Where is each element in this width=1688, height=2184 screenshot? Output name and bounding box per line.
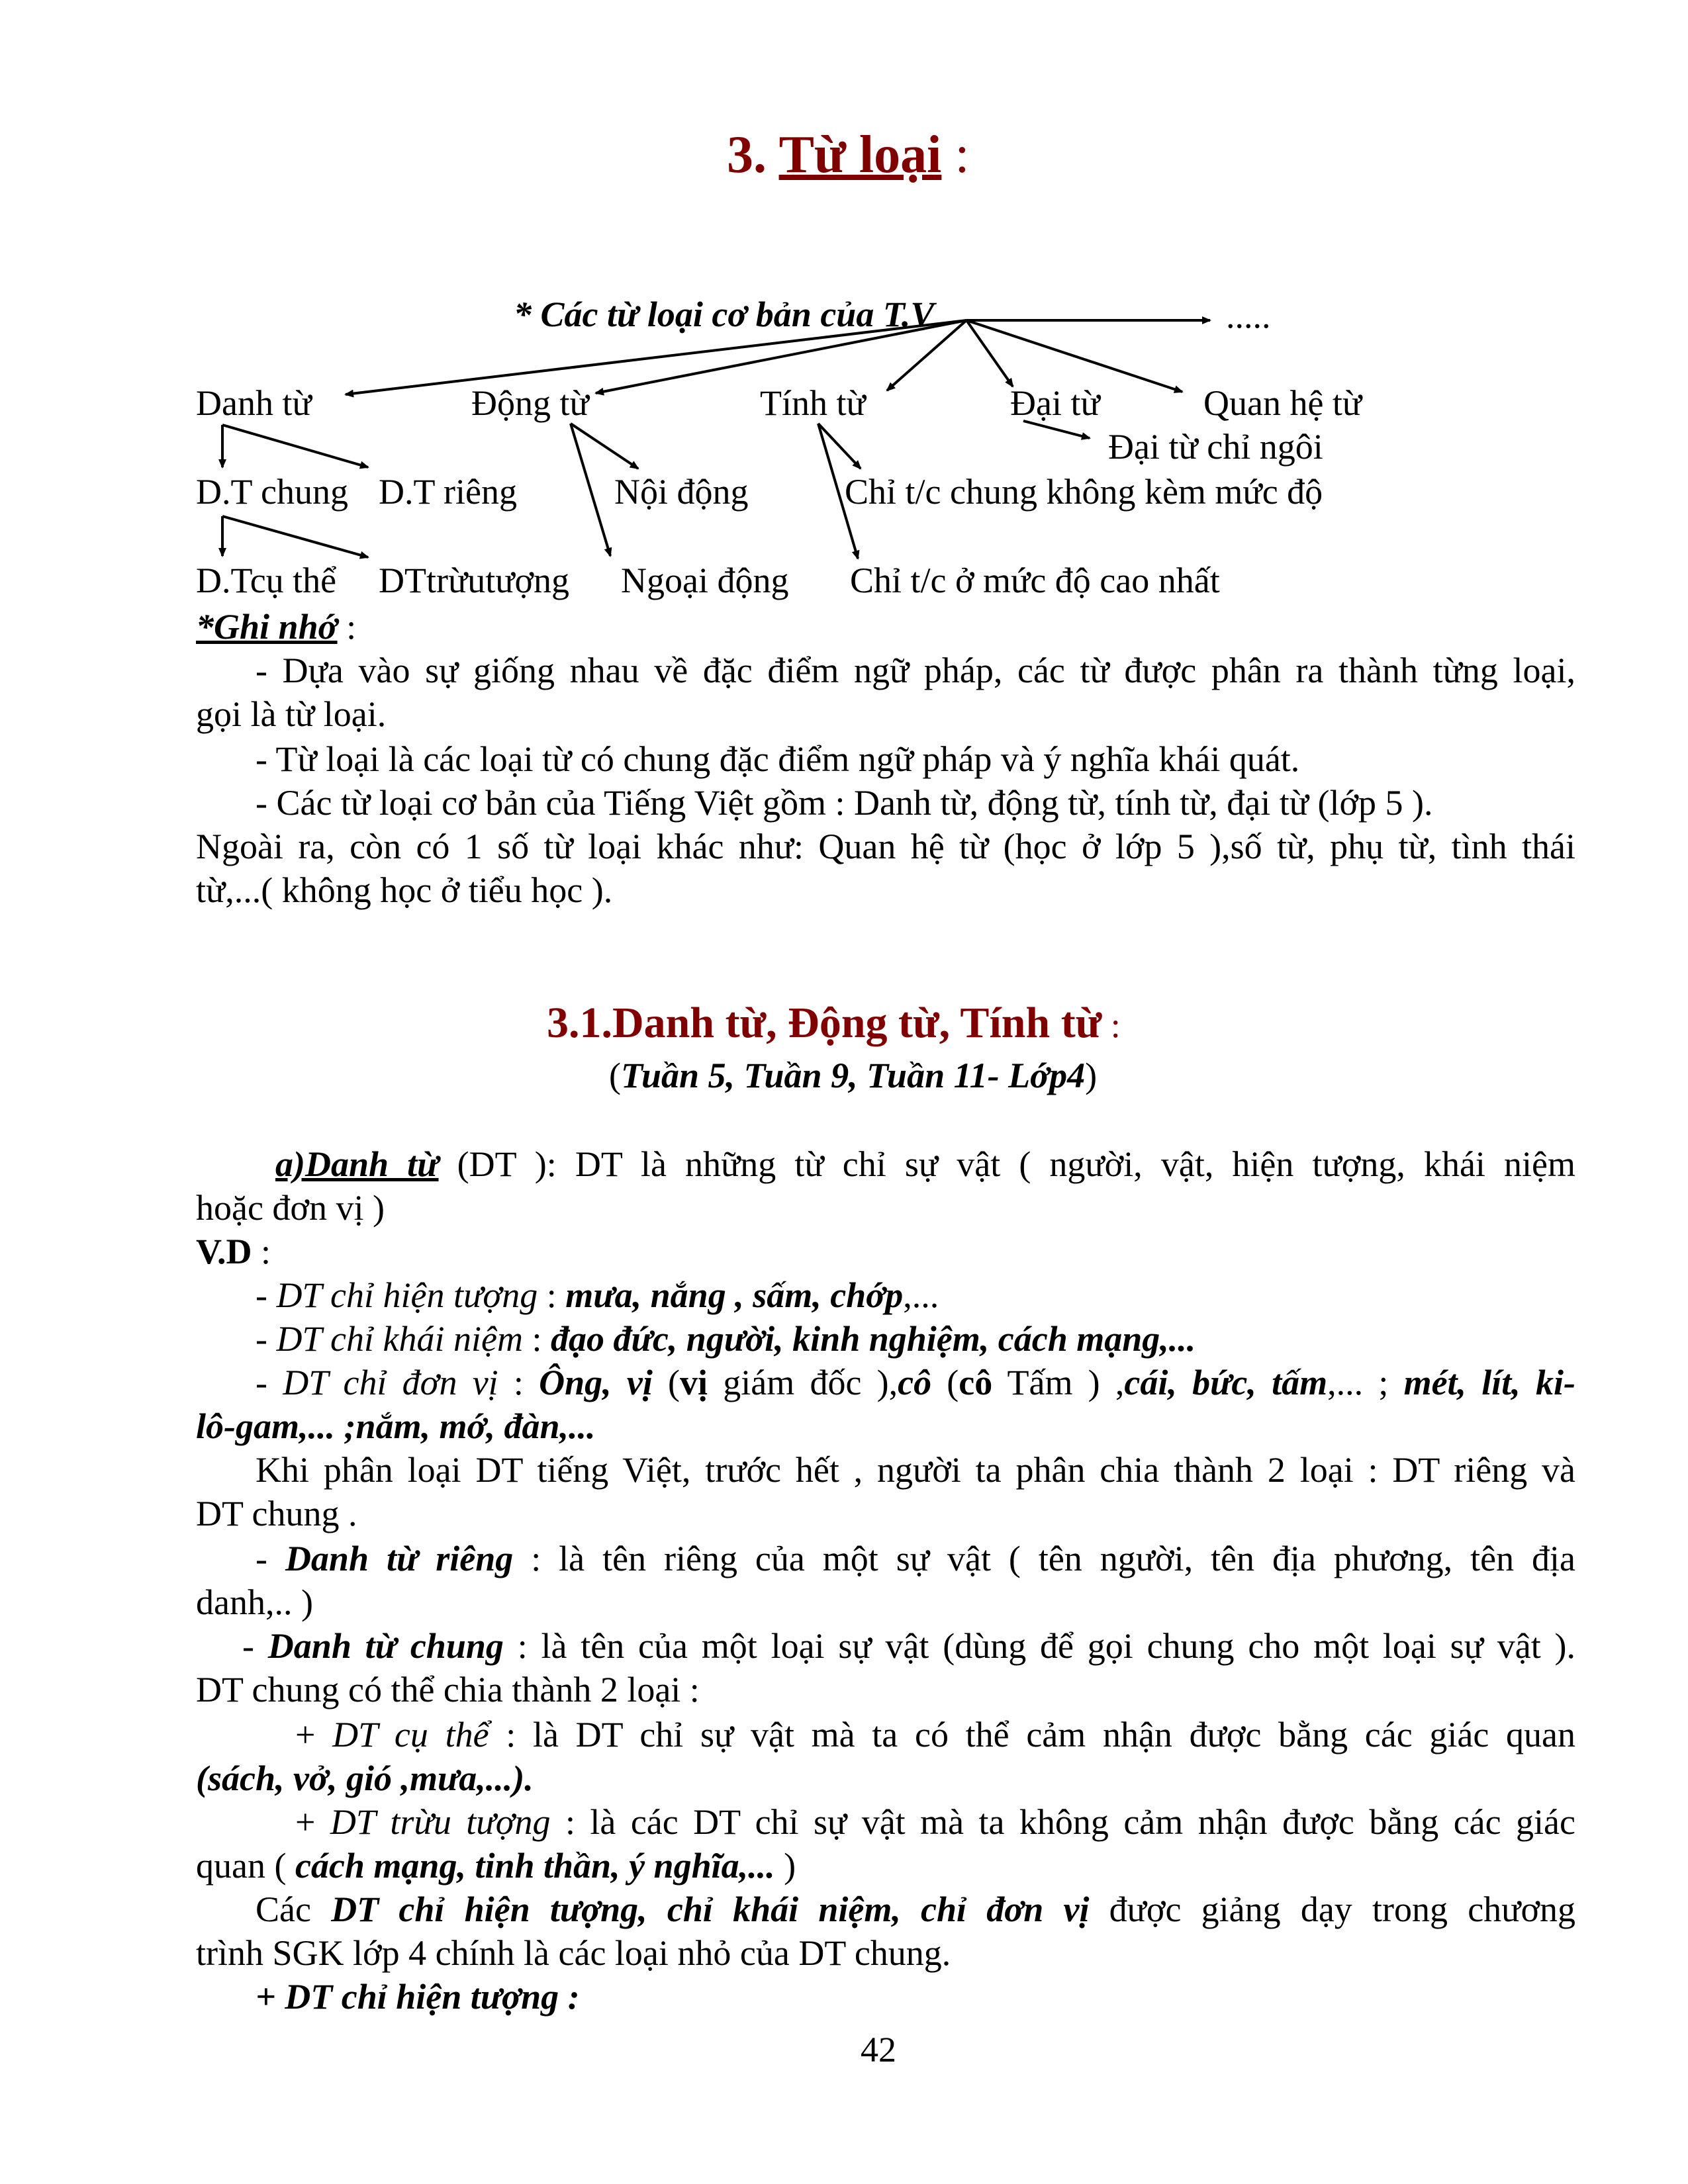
- ghi-nho-p1b: gọi là từ loại.: [196, 694, 387, 734]
- l3-j: ,... ;: [1327, 1363, 1404, 1402]
- tt-examples: cách mạng, tinh thần, ý nghĩa,...: [295, 1846, 775, 1886]
- l3-met-lit: mét, lít, ki-: [1403, 1363, 1575, 1402]
- l2-examples: đạo đức, người, kinh nghiệm, cách mạng,...: [550, 1319, 1196, 1359]
- dash: -: [256, 1275, 277, 1315]
- ghi-nho-colon: :: [337, 607, 357, 647]
- dtc-text: : là tên của một loại sự vật (dùng để gọi chung cho một loại sự vật ).: [503, 1626, 1576, 1666]
- para-cac-dt: [256, 1888, 1575, 1931]
- ghi-nho-heading: [196, 605, 356, 649]
- arrow-to-dai-tu-chi-ngoi: [1023, 421, 1090, 438]
- l3-co: cô: [898, 1363, 932, 1402]
- ghi-nho-label: *Ghi nhớ: [196, 607, 338, 647]
- dash: -: [256, 1363, 283, 1402]
- page-number: 42: [861, 2030, 896, 2070]
- dtc-label: Danh từ chung: [267, 1626, 504, 1666]
- title-colon: :: [955, 126, 970, 184]
- example-don-vi-2: lô-gam,... ;nắm, mớ, đàn,...: [196, 1406, 596, 1446]
- node-ngoai-dong: Ngoại động: [621, 561, 789, 600]
- l1-examples: mưa, nắng , sấm, chớp: [565, 1275, 904, 1315]
- a-danh-tu-label: a)Danh từ: [275, 1144, 439, 1184]
- l3-b: (: [652, 1363, 680, 1402]
- vd-text: V.D: [196, 1232, 252, 1271]
- cac-b: DT chỉ hiện tượng, chỉ khái niệm, chỉ đơn vị: [331, 1889, 1090, 1929]
- l3-f: (: [931, 1363, 959, 1402]
- para-last: + DT chỉ hiện tượng :: [256, 1977, 580, 2017]
- ghi-nho-p2: - Từ loại là các loại từ có chung đặc điểm ngữ pháp và ý nghĩa khái quát.: [256, 739, 1300, 779]
- subtitle-text: Tuần 5, Tuần 9, Tuần 11- Lớp4: [620, 1056, 1086, 1095]
- l1-end: ,...: [903, 1275, 939, 1315]
- phan-loai-text: Khi phân loại DT tiếng Việt, trước hết , người ta phân chia thành 2 loại : DT riêng và: [256, 1450, 1575, 1490]
- arrow-to-dai-tu: [966, 320, 1013, 387]
- ghi-nho-p3b-text: Ngoài ra, còn có 1 số từ loại khác như: Quan hệ từ (học ở lớp 5 ),số từ, phụ từ, tình thái: [196, 827, 1575, 866]
- arrow-to-quan-he-tu: [966, 320, 1182, 392]
- para-dt-truu-tuong-2: [196, 1844, 1575, 1888]
- para-a-danh-tu: [275, 1142, 1575, 1186]
- l3-co-2: cô: [959, 1363, 993, 1402]
- node-noi-dong: Nội động: [614, 472, 749, 512]
- l3-h: Tấm ) ,: [992, 1363, 1125, 1402]
- node-dai-tu-chi-ngoi: Đại từ chỉ ngôi: [1108, 427, 1323, 467]
- section-31-title: [547, 997, 1121, 1052]
- l2-colon: :: [522, 1319, 551, 1359]
- node-quan-he-tu: Quan hệ từ: [1203, 383, 1362, 423]
- diagram-ellipsis: .....: [1226, 296, 1271, 336]
- para-phan-loai-2: DT chung .: [196, 1494, 357, 1533]
- dtr-label: Danh từ riêng: [285, 1539, 514, 1578]
- arrow-to-ngoai-dong: [571, 424, 610, 556]
- para-cac-dt-2: trình SGK lớp 4 chính là các loại nhỏ của DT chung.: [196, 1933, 951, 1973]
- l3-d: giám đốc ),: [708, 1363, 898, 1402]
- ghi-nho-p3: - Các từ loại cơ bản của Tiếng Việt gồm : Danh từ, động từ, tính từ, đại từ (lớp 5 ).: [256, 783, 1433, 823]
- tt-text: : là các DT chỉ sự vật mà ta không cảm nhận được bằng các giác: [550, 1802, 1575, 1842]
- l3-colon: :: [498, 1363, 539, 1402]
- arrow-to-dt-truu-tuong: [222, 516, 368, 557]
- diagram-arrows: [0, 0, 1688, 662]
- example-don-vi: [256, 1361, 1575, 1404]
- vd-label: [196, 1230, 1575, 1273]
- ghi-nho-p3c: từ,...( không học ở tiểu học ).: [196, 870, 613, 910]
- node-chi-tc-chung: Chỉ t/c chung không kèm mức độ: [845, 472, 1323, 512]
- subtitle-open-paren: (: [609, 1056, 621, 1095]
- para-danh-tu-chung-2: DT chung có thể chia thành 2 loại :: [196, 1670, 700, 1709]
- ct-label: DT cụ thể: [332, 1715, 489, 1754]
- node-tinh-tu: Tính từ: [760, 383, 866, 423]
- arrow-to-danh-tu: [346, 320, 966, 394]
- node-dt-truu-tuong: DTtrừutượng: [379, 561, 570, 600]
- node-chi-tc-cao-nhat: Chỉ t/c ở mức độ cao nhất: [850, 561, 1220, 600]
- para-danh-tu-chung: [242, 1624, 1575, 1668]
- diagram-root: * Các từ loại cơ bản của T.V: [514, 295, 935, 334]
- l3-cai-buc-tam: cái, bức, tấm: [1124, 1363, 1328, 1402]
- vd-colon: :: [252, 1232, 271, 1271]
- plus: +: [295, 1802, 330, 1842]
- para-danh-tu-rieng: [256, 1537, 1575, 1580]
- ghi-nho-p1-text: - Dựa vào sự giống nhau về đặc điểm ngữ pháp, các từ được phân ra thành từng loại,: [256, 651, 1575, 690]
- l3-vi: vị: [680, 1363, 708, 1402]
- para-dt-cu-the-2: (sách, vở, gió ,mưa,...).: [196, 1758, 534, 1798]
- ghi-nho-p1: [256, 649, 1575, 692]
- section-31-colon: :: [1102, 1005, 1121, 1045]
- l1-label: DT chỉ hiện tượng: [276, 1275, 538, 1315]
- node-dt-chung: D.T chung: [196, 472, 348, 512]
- section-31-title-text: 3.1.Danh từ, Động từ, Tính từ: [547, 999, 1102, 1047]
- para-dt-truu-tuong: [295, 1800, 1575, 1844]
- section-31-subtitle: [609, 1054, 1097, 1097]
- para-danh-tu-rieng-2: danh,.. ): [196, 1582, 313, 1622]
- tt-text2a: quan (: [196, 1846, 295, 1886]
- l3-ong-vi: Ông, vị: [539, 1363, 653, 1402]
- node-dt-rieng: D.T riêng: [379, 472, 517, 512]
- node-danh-tu: Danh từ: [196, 383, 312, 423]
- dash: -: [256, 1539, 285, 1578]
- dash: -: [256, 1319, 277, 1359]
- node-dong-tu: Động từ: [471, 383, 589, 423]
- para-a-danh-tu-2: hoặc đơn vị ): [196, 1188, 385, 1228]
- dtr-text: : là tên riêng của một sự vật ( tên người, tên địa phương, tên địa: [513, 1539, 1576, 1578]
- node-dai-tu: Đại từ: [1010, 383, 1100, 423]
- dash: -: [242, 1626, 268, 1666]
- title-text: Từ loại: [778, 126, 942, 184]
- title-number: 3.: [727, 126, 767, 184]
- subtitle-close-paren: ): [1085, 1056, 1098, 1095]
- para-phan-loai: [256, 1448, 1575, 1492]
- tt-label: DT trừu tượng: [330, 1802, 551, 1842]
- a-danh-tu-text: (DT ): DT là những từ chỉ sự vật ( người, vật, hiện tượng, khái niệm: [438, 1144, 1575, 1184]
- para-dt-cu-the: [295, 1713, 1575, 1756]
- example-khai-niem: [256, 1317, 1635, 1361]
- l2-label: DT chỉ khái niệm: [276, 1319, 523, 1359]
- example-hien-tuong: [256, 1273, 1635, 1317]
- arrow-to-dt-rieng: [222, 425, 368, 467]
- arrow-to-tinh-tu: [887, 320, 966, 390]
- ct-text: : là DT chỉ sự vật mà ta có thể cảm nhận được bằng các giác quan: [489, 1715, 1575, 1754]
- cac-c: được giảng dạy trong chương: [1089, 1889, 1575, 1929]
- ghi-nho-p3b: [196, 825, 1575, 868]
- l3-label: DT chỉ đơn vị: [283, 1363, 498, 1402]
- l1-colon: :: [538, 1275, 566, 1315]
- tt-text2b: ): [774, 1846, 796, 1886]
- cac-a: Các: [256, 1889, 332, 1929]
- node-dt-cu-the: D.Tcụ thể: [196, 561, 337, 600]
- plus: +: [295, 1715, 333, 1754]
